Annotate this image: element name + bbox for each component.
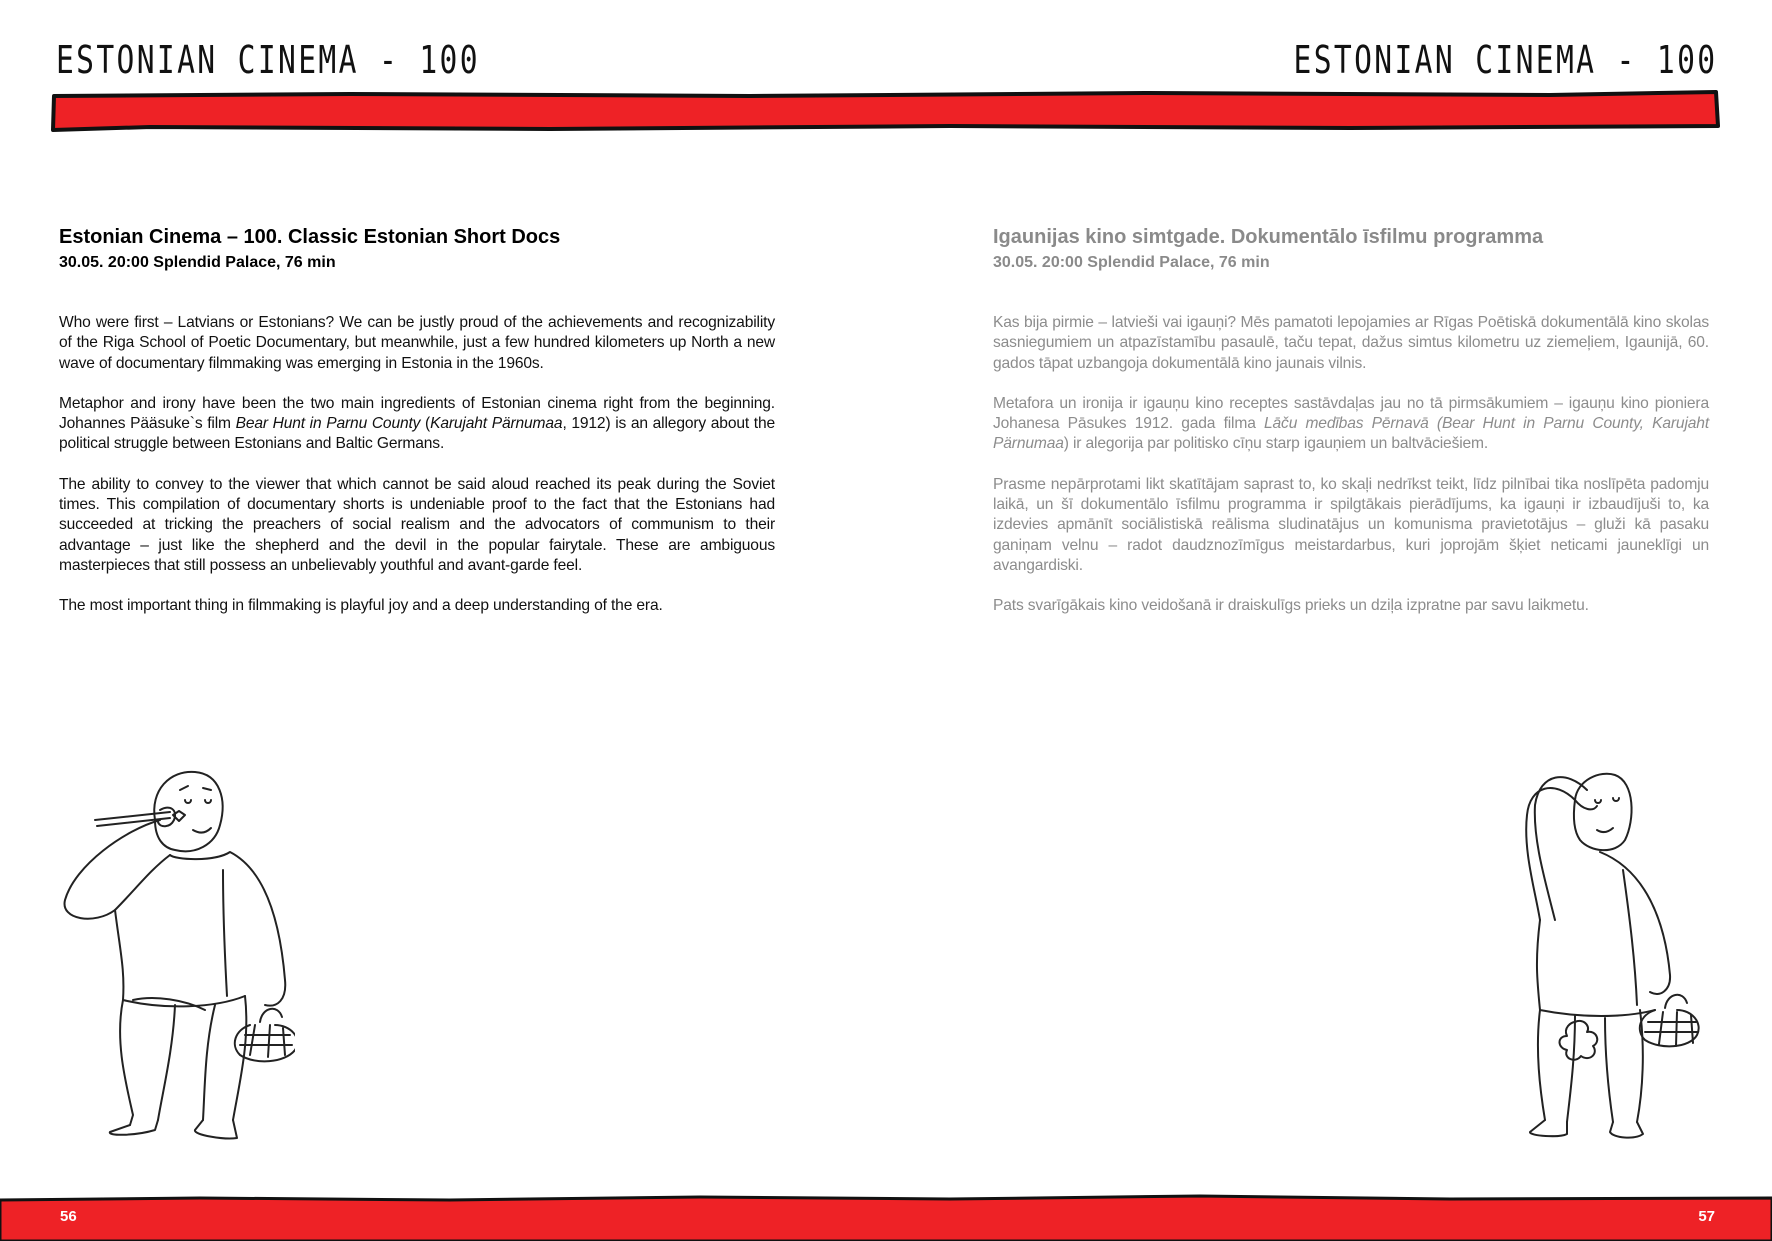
- man-with-crossed-arm-illustration: [1505, 760, 1715, 1160]
- top-red-bar: [50, 88, 1722, 136]
- paragraph: Pats svarīgākais kino veidošanā ir draiskulīgs prieks un dziļa izpratne par savu laikmetu.: [993, 597, 1589, 615]
- paragraph: Prasme nepārprotami likt skatītājam saprast to, ko skaļi nedrīkst teikt, līdz pilnībai tika noslīpēta padomju laikā, un šī dokumentālo īsfilmu programma ir spilgtākais pierādījums, ka igauņi ir izbaudījuši to, ka izdevies apmānīt sociālistiskā reālisma sludinatājus un komunisma pravietotājus – gluži kā pasaku ganiņam velnu – radot daudznozīmīgus meistardarbus, kuri joprojām šķiet neticami jauneklīgi un avangardiski.: [993, 475, 1709, 574]
- article-latvian: [993, 224, 1709, 637]
- film-title: Bear Hunt in Parnu County: [235, 415, 421, 433]
- paragraph: Kas bija pirmie – latvieši vai igauņi? Mēs pamatoti lepojamies ar Rīgas Poētiskā dokumentālā kino skolas sasniegumiem un atpazīstamību pasaulē, taču tepat, dažus simtus kilometru uz ziemeļiem, Igaunijā, 60. gados tāpat uzbangoja dokumentālā kino jaunais vilnis.: [993, 314, 1709, 372]
- paragraph: Metafora un ironija ir igauņu kino receptes sastāvdaļas jau no tā pirmsākumiem – igauņu kino pioniera Johanesa Pāsukes 1912. gada filma Lāču medības Pērnavā (Bear Hunt in Parnu County, Karujaht Pärnumaa) ir alegorija par politisko cīņu starp igauņiem un baltvāciešiem.: [993, 394, 1709, 453]
- paragraph: The ability to convey to the viewer that which cannot be said aloud reached its peak during the Soviet times. This compilation of documentary shorts is undeniable proof to the fact that the Estonians had succeeded at tricking the preachers of social realism and the advocators of communism to their advantage – just like the shepherd and the devil in the popular fairytale. These are ambiguous masterpieces that still possess an unbelievably youthful and avant-garde feel.: [59, 475, 775, 574]
- event-meta: 30.05. 20:00 Splendid Palace, 76 min: [993, 254, 1270, 271]
- film-title: Lāču medības Pērnavā (Bear Hunt in Parnu County, Karujaht Pärnumaa: [993, 415, 1709, 453]
- film-title-original: Karujaht Pärnumaa: [430, 415, 563, 433]
- header-title-right: ESTONIAN CINEMA - 100: [1293, 38, 1717, 82]
- article-body: [59, 313, 775, 617]
- paragraph: Who were first – Latvians or Estonians? We can be justly proud of the achievements and recognizability of the Riga School of Poetic Documentary, but meanwhile, just a few hundred kilometers up North a new wave of documentary filmmaking was emerging in Estonia in the 1960s.: [59, 314, 775, 372]
- man-with-microphone-illustration: [55, 760, 295, 1160]
- paragraph: The most important thing in filmmaking is playful joy and a deep understanding of the era.: [59, 597, 663, 615]
- page-number-right: 57: [1698, 1208, 1715, 1225]
- bottom-red-bar: [0, 1190, 1772, 1241]
- event-title: Estonian Cinema – 100. Classic Estonian Short Docs: [59, 226, 561, 248]
- header-title-left: ESTONIAN CINEMA - 100: [56, 38, 480, 82]
- paragraph: Metaphor and irony have been the two main ingredients of Estonian cinema right from the beginning. Johannes Pääsuke`s film Bear Hunt in Parnu County (Karujaht Pärnumaa, 1912) is an allegory about the political struggle between Estonians and Baltic Germans.: [59, 394, 775, 453]
- article-english: [59, 224, 775, 637]
- event-meta: 30.05. 20:00 Splendid Palace, 76 min: [59, 254, 336, 271]
- event-title: Igaunijas kino simtgade. Dokumentālo īsfilmu programma: [993, 226, 1544, 248]
- article-body: [993, 313, 1709, 617]
- page-number-left: 56: [60, 1208, 77, 1225]
